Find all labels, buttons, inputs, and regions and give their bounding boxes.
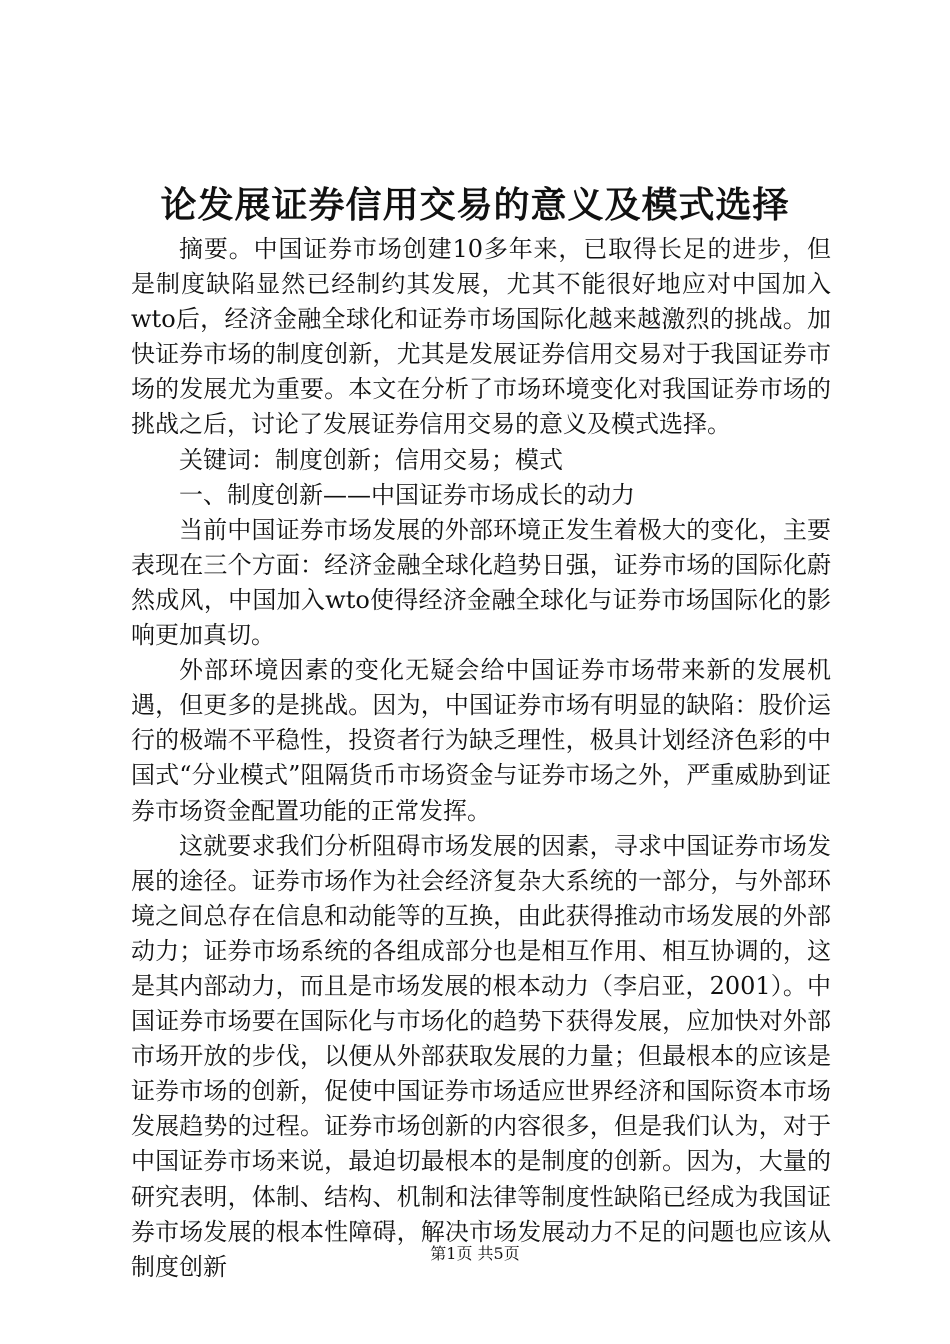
abstract-paragraph: 摘要。中国证券市场创建10多年来，已取得长足的进步，但是制度缺陷显然已经制约其发展，尤其不能很好地应对中国加入wto后，经济金融全球化和证券市场国际化越来越激烈的挑战。加快证券市场的制度创新，尤其是发展证券信用交易对于我国证券市场的发展尤为重要。本文在分析了市场环境变化对我国证券市场的挑战之后，讨论了发展证券信用交易的意义及模式选择。 bbox=[131, 235, 831, 439]
document-body bbox=[131, 232, 831, 1285]
body-paragraph: 当前中国证券市场发展的外部环境正发生着极大的变化，主要表现在三个方面：经济金融全球化趋势日强，证券市场的国际化蔚然成风，中国加入wto使得经济金融全球化与证券市场国际化的影响更加真切。 bbox=[131, 515, 831, 650]
body-paragraph: 外部环境因素的变化无疑会给中国证券市场带来新的发展机遇，但更多的是挑战。因为，中国证券市场有明显的缺陷：股价运行的极端不平稳性，投资者行为缺乏理性，极具计划经济色彩的中国式“分业模式”阻隔货币市场资金与证券市场之外，严重威胁到证券市场资金配置功能的正常发挥。 bbox=[131, 656, 831, 825]
keywords-paragraph: 关键词：制度创新；信用交易；模式 bbox=[179, 445, 563, 474]
document-title: 论发展证券信用交易的意义及模式选择 bbox=[160, 184, 790, 226]
page-number-footer: 第1页 共5页 bbox=[430, 1244, 520, 1263]
section-heading: 一、制度创新——中国证券市场成长的动力 bbox=[179, 480, 635, 509]
body-paragraph: 这就要求我们分析阻碍市场发展的因素，寻求中国证券市场发展的途径。证券市场作为社会经济复杂大系统的一部分，与外部环境之间总存在信息和动能等的互换，由此获得推动市场发展的外部动力；证券市场系统的各组成部分也是相互作用、相互协调的，这是其内部动力，而且是市场发展的根本动力（李启亚，2001）。中国证券市场要在国际化与市场化的趋势下获得发展，应加快对外部市场开放的步伐，以便从外部获取发展的力量；但最根本的应该是证券市场的创新，促使中国证券市场适应世界经济和国际资本市场发展趋势的过程。证券市场创新的内容很多，但是我们认为，对于中国证券市场来说，最迫切最根本的是制度的创新。因为，大量的研究表明，体制、结构、机制和法律等制度性缺陷已经成为我国证券市场发展的根本性障碍，解决市场发展动力不足的问题也应该从制度创新 bbox=[131, 831, 831, 1281]
